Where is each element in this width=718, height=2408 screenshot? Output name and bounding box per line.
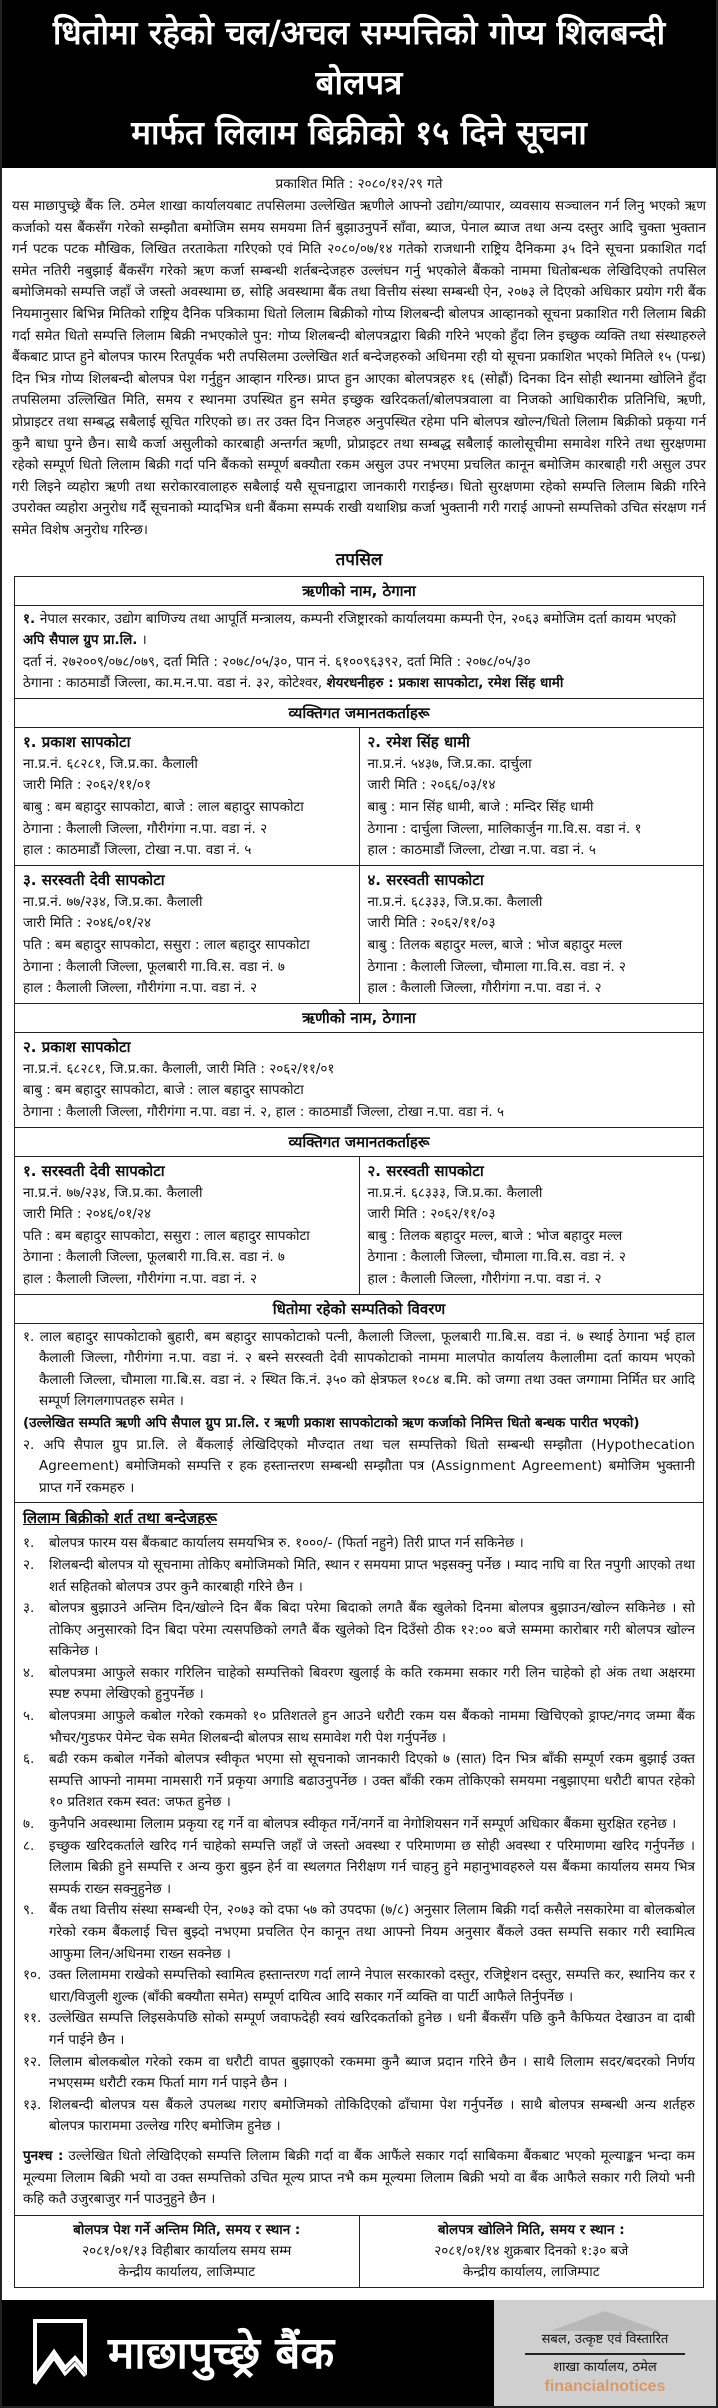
borrower-desc-end: ।: [137, 632, 147, 649]
guarantor-detail: ठेगाना : कैलाली जिल्ला, गौरीगंगा न.पा. वडा नं. २: [23, 820, 268, 837]
condition-item: [23, 1663, 695, 1706]
condition-item: [23, 1706, 695, 1749]
guarantor-detail: जारी मिति : २०६२/११/०३: [367, 915, 496, 932]
condition-text: बोलपत्रमा आफुले कबोल गरेको रकमको १० प्रतिशतले हुन आउने धरौटी रकम यस बैंकको नाममा खिचिएको ड्राफ्ट/नगद जम्मा बैंक भौचर/गुडफर पेमेन्ट चेक समेत शिलबन्दी बोलपत्र साथ समावेश गरी पेश गर्नुपर्नेछ ।: [49, 1708, 695, 1746]
guarantor-detail: जारी मिति : २०६२/११/०३: [367, 1206, 496, 1223]
guarantor-row: [15, 866, 703, 1004]
guarantors-group-1: [15, 728, 703, 1004]
borrower-heading-2: ऋणीको नाम, ठेगाना: [15, 1004, 703, 1033]
guarantor-card: [360, 866, 704, 1003]
condition-number: १३.: [23, 2096, 42, 2113]
guarantor-detail: हाल : काठमाडौं जिल्ला, टोखा न.पा. वडा नं. ५: [23, 842, 252, 859]
condition-text: बोलपत्र बुझाउने अन्तिम दिन/खोल्ने दिन बैंक बिदा परेमा बिदाको लगतै बैंक खुलेको दिनमा बोलपत्र बुझाउन/खोल्न सकिनेछ । सो तोकिए अनुसारको दिन बिदा परेमा त्यसपछिको लगतै बैंक खुलेको दिन दिउँसो ठीक १२:०० बजे सम्ममा कारोबार गरी बोलपत्र खोल्न सकिनेछ ।: [49, 1600, 695, 1660]
condition-number: ५.: [23, 1708, 35, 1725]
divider: [525, 2353, 685, 2355]
condition-item: [23, 1965, 695, 2008]
guarantor-detail: जारी मिति : २०६२/११/०१: [23, 777, 151, 794]
condition-number: ११.: [23, 2010, 42, 2027]
guarantor-detail: ठेगाना : कैलाली जिल्ला, चौमाला गा.वि.स. वडा नं. २: [367, 958, 626, 975]
conditions-list: [15, 1533, 703, 2142]
schedule-heading: तपसिल: [335, 549, 383, 570]
borrower-1: [15, 606, 703, 699]
condition-item: [23, 1598, 695, 1663]
bank-tagline: सबल, उत्कृष्ट एवं विस्तारित: [541, 2331, 669, 2347]
condition-text: बढी रकम कबोल गर्नेको बोलपत्र स्वीकृत भएमा सो सूचनाको जानकारी दिएको ७ (सात) दिन भित्र बाँकी सम्पूर्ण रकम बुझाई उक्त सम्पत्ति आफ्नो नाममा नामसारी गर्ने प्रकृया अगाडि बढाउनुपर्नेछ । उक्त बाँकी रकम तोकिएको समयमा नबुझाएमा धरौटी बापत रहेको १० प्रतिशत रकम स्वत: जफत हुनेछ ।: [49, 1751, 695, 1811]
notice-title: [2, 0, 716, 168]
postscript-label: पुनश्च :: [23, 2147, 64, 2164]
condition-text: शिलबन्दी बोलपत्र यस बैंकले उपलब्ध गराए बमोजिमको तोकिदिएको ढाँचामा पेश गर्नुपर्नेछ । साथै बोलपत्र सम्बन्धी अन्य शर्तहरु बोलपत्र फाराममा उल्लेख गरिए बमोजिम हुनेछ ।: [49, 2096, 695, 2135]
condition-text: इच्छुक खरिदकर्ताले खरिद गर्न चाहेको सम्पत्ति जहाँ जे जस्तो अवस्था र परिमाणमा छ सोही अवस्था र परिमाणमा खरिद गर्नुपर्नेछ । लिलाम बिक्री हुने सम्पत्ति र अन्य कुरा बुझ्न हेर्न वा स्थलगत निरीक्षण गर्न चाहनु हुने महानुभावहरुले यस बैंकमा कार्यालय समय भित्र सम्पर्क राख्न सक्नुहुनेछ ।: [49, 1837, 695, 1897]
opening-title: बोलपत्र खोलिने मिति, समय र स्थान :: [437, 2221, 625, 2238]
published-date: प्रकाशित मिति : २०८०/१२/२९ गते: [275, 176, 443, 192]
guarantor-detail: हाल : कैलाली जिल्ला, गौरीगंगा न.पा. वडा नं. २: [23, 980, 257, 997]
property-item-1: १. लाल बहादुर सापकोटाको बुहारी, बम बहादुर सापकोटाको पत्नी, कैलाली जिल्ला, फूलबारी गा.बि.स. वडा नं. ७ स्थाई ठेगाना भई हाल कैलाली जिल्ला, गौरीगंगा न.पा. वडा नं. २ बस्ने सरस्वती देवी सापकोटाको नाममा मालपोत कार्यालय कैलालीमा दर्ता कायम भएको कैलाली जिल्ला, चौमाला गा.बि.स. वडा नं. २ स्थित कि.नं. ३५० को क्षेत्रफल १०८४ ब.मि. को जग्गा तथा उक्त जग्गामा निर्मित घर आदि सम्पूर्ण लिगलगापतहरु समेत ।: [23, 1328, 695, 1410]
guarantor-name: ४. सरस्वती सापकोटा: [367, 870, 484, 889]
condition-number: ८.: [23, 1837, 35, 1854]
guarantor-card: [360, 728, 704, 865]
condition-item: [23, 1900, 695, 1965]
submission-when: २०८१/०१/१३ विहीबार कार्यालय समय सम्म: [82, 2242, 292, 2259]
condition-number: ४.: [23, 1664, 35, 1681]
guarantor-detail: हाल : कैलाली जिल्ला, गौरीगंगा न.पा. वडा नं. २: [23, 1270, 257, 1287]
condition-text: बोलपत्र फारम यस बैंकबाट कार्यालय समयभित्र रु. १०००/- (फिर्ता नहुने) तिरी प्राप्त गर्न सकिनेछ ।: [49, 1535, 524, 1552]
guarantors-group-2: [15, 1157, 703, 1295]
guarantor-detail: पति : बम बहादुर सापकोटा, ससुरा : लाल बहादुर सापकोटा: [23, 937, 310, 954]
title-line-2: मार्फत लिलाम बिक्रीको १५ दिने सूचना: [131, 113, 587, 152]
guarantor-detail: बाबु : तिलक बहादुर मल्ल, बाजे : भोज बहादुर मल्ल: [367, 1227, 623, 1244]
condition-number: १२.: [23, 2053, 42, 2070]
guarantor-detail: बाबु : तिलक बहादुर मल्ल, बाजे : भोज बहादुर मल्ल: [367, 937, 623, 954]
postscript-text: उल्लेखित धितो लेखिदिएको सम्पत्ति लिलाम बिक्री गर्दा वा बैंक आफैंले सकार गर्दा साबिकमा बैंकबाट भएको मूल्याङ्कन भन्दा कम मूल्यमा लिलाम बिक्री भयो वा उक्त सम्पत्तिको उचित मूल्य प्राप्त नभै कम मूल्यमा लिलाम बिक्री भयो वा बैंक आफैले सकार गरी लियो भनी कहि कतै उजुरबाजुर गर्न पाउनुहुने छैन ।: [23, 2147, 696, 2208]
branch-info: [494, 2300, 716, 2406]
condition-number: २.: [23, 1556, 35, 1573]
guarantor-detail: ना.प्र.नं. ६८२८१, जि.प्र.का. कैलाली: [23, 755, 198, 772]
intro-paragraph: यस माछापुच्छ्रे बैंक लि. ठमेल शाखा कार्यालयबाट तपसिलमा उल्लेखित ऋणीले आफ्नो उद्योग/व्यापार, व्यवसाय सञ्चालन गर्न लिनु भएको ऋण कर्जाको यस बैंकसँग गरेको सम्झौता बमोजिम समय समयमा तिर्न बुझाउनुपर्ने साँवा, ब्याज, पेनाल ब्याज तथा अन्य दस्तुर आदि चुक्ता भुक्तान गर्न पटक पटक मौखिक, लिखित तरताकेता गरिएको एवं मिति २०८०/०७/१४ गतेको राजधानी राष्ट्रिय दैनिकमा ३५ दिने सूचना प्रकाशित गर्दा समेत नतिरी नबुझाई बैंकसँग गरेको ऋण कर्जा सम्बन्धी शर्तबन्देजहरु उल्लंघन गर्नु भएकोले बैंकको नाममा धितोबन्धक लेखिदिएको तपसिल बमोजिमको सम्पत्ति जहाँ जे जस्तो अवस्थामा छ, सोहि अवस्थामा बैंक तथा वित्तीय संस्था सम्बन्धी ऐन, २०७३ ले दिएको अधिकार प्रयोग गरी बैंक नियमानुसार बिभिन्न मितिको राष्ट्रिय दैनिक पत्रिकामा धितो लिलाम बिक्रीको गोप्य शिलबन्दी बोलपत्र आव्हानको सूचना प्रकाशित गरी लिलाम बिक्री गर्दा समेत धितो सम्पत्ति लिलाम बिक्री नभएकोले पुन: गोप्य शिलबन्दी बोलपत्रद्वारा बिक्री गरिने भएको हुँदा लिन इच्छुक व्यक्ति तथा संस्थाहरुले बैंकबाट प्राप्त हुने बोलपत्र फारम रितपूर्वक भरी तपसिलमा उल्लेखित शर्त बन्देजहरुको अधिनमा रही यो सूचना प्रकाशित भएको मितिले १५ (पन्ध्र) दिन भित्र गोप्य शिलबन्दी बोलपत्र पेश गर्नुहुन आव्हान गरिन्छ। प्राप्त हुन आएका बोलपत्रहरु १६ (सोह्रौं) दिनका दिन सोही स्थानमा खोलिने हुँदा तपसिलमा उल्लिखित मिति, समय र स्थानमा उपस्थित हुन समेत इच्छुक खरिदकर्ता/बोलपत्रवाला वा निजको आधिकारीक प्रतिनिधि, ऋणी, प्रोप्राइटर तथा सम्बद्ध सबैलाई सूचित गरिएको छ। तर उक्त दिन निजहरु अनुपस्थित रहेमा पनि बोलपत्र खोल्न/धितो लिलाम बिक्रीको प्रकृया गर्न कुनै बाधा पुग्ने छैन। साथै कर्जा असुलीको कारबाही अन्तर्गत ऋणी, प्रोप्राइटर तथा सम्बद्ध सबैलाई कालोसूचीमा समावेश गरिने तथा सुरक्षणमा रहेको सम्पूर्ण धितो लिलाम बिक्री गर्दा पनि बैंकको सम्पूर्ण बक्यौता रकम असुल उपर नभएमा प्रचलित कानून बमोजिम कारबाही गरी असुल उपर गरी लिइने व्यहोरा ऋणी तथा सरोकारवालाहरु सबैलाई यसै सूचनाद्वारा जानकारी गराईन्छ। धितो सुरक्षणमा रहेको सम्पत्ति लिलाम बिक्री गरिने उपरोक्त व्यहोरा अनुरोध गर्दै सूचनाको म्यादभित्र धनी बैंकमा सम्पर्क राखी यथाशिघ्र कर्जा भुक्तानी गरी गराई आफ्नो सम्पत्तिको उचित संरक्षण गर्न समेत विशेष अनुरोध गरिन्छ।: [12, 198, 706, 538]
opening-when: २०८१/०१/१४ शुक्रबार दिनको १:३० बजे: [434, 2242, 629, 2259]
guarantor-name: १. प्रकाश सापकोटा: [23, 732, 131, 751]
property-heading: धितोमा रहेको सम्पतिको विवरण: [15, 1295, 703, 1324]
property-note: (उल्लेखित सम्पति ऋणी अपि सैपाल ग्रुप प्रा.लि. र ऋणी प्रकाश सापकोटाको ऋण कर्जाको निमित्त धितो बन्धक पारीत भएको): [23, 1414, 640, 1431]
guarantor-detail: ठेगाना : कैलाली जिल्ला, फूलबारी गा.वि.स. वडा नं. ७: [23, 1249, 285, 1266]
condition-number: ६.: [23, 1751, 35, 1768]
condition-text: लिलाम बोलकबोल गरेको रकम वा धरौटी वापत बुझाएको रकममा कुनै ब्याज प्रदान गरिने छैन । साथै लिलाम सदर/बदरको निर्णय नभएसम्म धरौटी रकम फिर्ता माग गर्न पाइने छैन ।: [49, 2053, 695, 2092]
condition-number: ३.: [23, 1600, 35, 1617]
borrower-desc: नेपाल सरकार, उद्योग बाणिज्य तथा आपूर्ति मन्त्रालय, कम्पनी रजिष्ट्रारको कार्यालयमा कम्पनी ऐन, २०६३ बमोजिम दर्ता कायम भएको: [39, 610, 677, 627]
guarantor-detail: ठेगाना : कैलाली जिल्ला, चौमाला गा.वि.स. वडा नं. २: [367, 1249, 626, 1266]
condition-text: बोलपत्रमा आफुले सकार गरिलिन चाहेको सम्पत्तिको बिवरण खुलाई के कति रकममा सकार गरी लिन चाहेको हो अंक तथा अक्षरमा स्पष्ट रुपमा लेखिएको हुनुपर्नेछ ।: [49, 1664, 695, 1703]
borrower-2-line: ना.प्र.नं. ६८२८१, जि.प्र.का. कैलाली, जारी मिति : २०६२/११/०१: [23, 1060, 335, 1077]
guarantor-row: [15, 1157, 703, 1295]
guarantor-card: [360, 1157, 704, 1294]
condition-number: ९.: [23, 1902, 35, 1919]
title-line-1: धितोमा रहेको चल/अचल सम्पत्तिको गोप्य शिलबन्दी बोलपत्र: [52, 13, 666, 102]
condition-text: उल्लेखित सम्पत्ति लिइसकेपछि सोको सम्पूर्ण जवाफदेही स्वयं खरिदकर्ताको हुनेछ । धनी बैंकसँग पछि कुनै कैफियत देखाउन वा दाबी गर्न पाईने छैन ।: [49, 2010, 695, 2048]
details-table: [14, 576, 704, 1504]
guarantor-detail: ना.प्र.नं. ७७/२३४, जि.प्र.का. कैलाली: [23, 1184, 203, 1201]
guarantor-detail: पति : बम बहादुर सापकोटा, ससुरा : लाल बहादुर सापकोटा: [23, 1227, 310, 1244]
guarantor-heading-2: व्यक्तिगत जमानतकर्ताहरू: [15, 1128, 703, 1157]
guarantor-detail: हाल : कैलाली जिल्ला, गौरीगंगा न.पा. वडा नं. २: [367, 1270, 602, 1287]
borrower-registration: दर्ता नं. २७२००९/०७८/०७९, दर्ता मिति : २०७८/०५/३०, पान नं. ६१००९६३९२, दर्ता मिति : २०७८/०५/३०: [23, 653, 531, 670]
guarantor-detail: ना.प्र.नं. ६८३३३, जि.प्र.का. कैलाली: [367, 893, 543, 910]
guarantor-detail: हाल : कैलाली जिल्ला, गौरीगंगा न.पा. वडा नं. २: [367, 980, 602, 997]
guarantor-detail: ठेगाना : कैलाली जिल्ला, फूलबारी गा.वि.स. वडा नं. ७: [23, 958, 285, 975]
conditions-heading: लिलाम बिक्रीको शर्त तथा बन्देजहरू: [23, 1509, 217, 1528]
postscript: [15, 2142, 703, 2215]
borrower-heading: ऋणीको नाम, ठेगाना: [15, 577, 703, 606]
mountain-logo-icon: [32, 2318, 88, 2390]
bank-name: माछापुच्छ्रे बैंक: [108, 2327, 335, 2379]
guarantor-detail: जारी मिति : २०४६/०१/२४: [23, 915, 151, 932]
borrower-address: ठेगाना : काठमाडौं जिल्ला, का.म.न.पा. वडा नं. ३२, कोटेश्वर,: [23, 675, 327, 692]
borrower-2-line: ठेगाना : कैलाली जिल्ला, गौरीगंगा न.पा. वडा नं. २, हाल : काठमाडौं जिल्ला, टोखा न.पा. वडा नं. ५: [23, 1104, 505, 1120]
mountain-graphic-icon: [550, 2309, 660, 2331]
borrower-2-line: बाबु : बम बहादुर सापकोटा, बाजे : लाल बहादुर सापकोटा: [23, 1082, 304, 1099]
condition-item: [23, 2008, 695, 2051]
borrower-name: अपि सैपाल ग्रुप प्रा.लि.: [23, 632, 138, 649]
guarantor-heading: व्यक्तिगत जमानतकर्ताहरू: [15, 699, 703, 728]
conditions-box: [14, 1503, 704, 2287]
bid-schedule: [15, 2215, 703, 2287]
branch-name: शाखा कार्यालय, ठमेल: [553, 2359, 657, 2375]
condition-text: उक्त लिलाममा राखेको सम्पत्तिको स्वामित्व हस्तान्तरण गर्दा लाग्ने नेपाल सरकारको दस्तुर, रजिष्ट्रेशन दस्तुर, सम्पत्ति कर, स्थानिय कर र धारा/विजुली शुल्क (बाँकी बक्यौता समेत) सम्पूर्ण दायित्व आदि सकार गर्ने व्यक्ति वा पार्टी आफैले तिर्नुपर्नेछ ।: [49, 1967, 695, 2005]
borrower-2-name: २. प्रकाश सापकोटा: [23, 1037, 131, 1056]
property-details: [15, 1324, 703, 1503]
condition-item: [23, 1533, 695, 1555]
guarantor-name: १. सरस्वती देवी सापकोटा: [23, 1161, 165, 1180]
condition-number: १.: [23, 1535, 35, 1552]
guarantor-detail: ना.प्र.नं. ७७/२३४, जि.प्र.का. कैलाली: [23, 893, 203, 910]
guarantor-detail: बाबु : बम बहादुर सापकोटा, बाजे : लाल बहादुर सापकोटा: [23, 799, 304, 816]
condition-item: [23, 2052, 695, 2095]
condition-item: [23, 2095, 695, 2138]
guarantor-card: [15, 728, 360, 865]
condition-text: बैंक तथा वित्तीय संस्था सम्बन्धी ऐन, २०७३ को दफा ५७ को उपदफा (७/८) अनुसार लिलाम बिक्री गर्दा कसैले नसकारेमा वा बोलकबोल गरेको रकम बैंकलाई चित्त बुझ्दो नभएमा प्रचलित ऐन कानून तथा आफ्नो नियम अनुसार बैंकले उक्त सम्पत्ति सकार गरी स्वामित्व आफुमा लिन/अधिनमा राख्न सक्नेछ ।: [49, 1902, 695, 1962]
submission-where: केन्द्रीय कार्यालय, लाजिम्पाट: [118, 2263, 256, 2280]
guarantor-detail: जारी मिति : २०६६/०३/१४: [367, 777, 496, 794]
bank-footer: [2, 2300, 716, 2406]
guarantor-name: २. सरस्वती सापकोटा: [367, 1161, 484, 1180]
guarantor-detail: बाबु : मान सिंह धामी, बाजे : मन्दिर सिंह धामी: [367, 799, 594, 816]
guarantor-row: [15, 728, 703, 866]
condition-text: कुनैपनि अवस्थामा लिलाम प्रकृया रद्द गर्ने वा बोलपत्र स्वीकृत गर्ने/नगर्ने वा नेगोशियसन गर्ने सम्पूर्ण अधिकार बैंकमा सुरक्षित रहनेछ ।: [49, 1816, 677, 1833]
condition-item: [23, 1814, 695, 1836]
condition-number: १०.: [23, 1967, 42, 1984]
property-item-2: २. अपि सैपाल ग्रुप प्रा.लि. ले बैंकलाई लेखिदिएको मौज्दात तथा चल सम्पत्तिको धितो सम्बन्धी सम्झौता (Hypothecation Agreement) बमोजिमको सम्पत्ति र हक हस्तान्तरण सम्बन्धी सम्झौता पत्र (Assignment Agreement) बमोजिम भुक्तानी प्राप्त गर्ने रकमहरु ।: [23, 1436, 695, 1496]
submission-title: बोलपत्र पेश गर्ने अन्तिम मिति, समय र स्थान :: [73, 2221, 301, 2238]
borrower-number: १.: [23, 610, 40, 627]
brand-row: [32, 2318, 494, 2390]
condition-item: [23, 1555, 695, 1598]
guarantor-detail: ठेगाना : दार्चुला जिल्ला, मालिकार्जुन गा.वि.स. वडा नं. १: [367, 820, 642, 837]
bank-logo: [2, 2300, 494, 2406]
condition-item: [23, 1836, 695, 1901]
spacer: [2, 2288, 716, 2294]
opening-where: केन्द्रीय कार्यालय, लाजिम्पाट: [462, 2263, 600, 2280]
guarantor-detail: ना.प्र.नं. ५४३७, जि.प्र.का. दार्चुला: [367, 755, 532, 772]
condition-number: ७.: [23, 1816, 35, 1833]
guarantor-card: [15, 1157, 360, 1294]
guarantor-detail: जारी मिति : २०४६/०१/२४: [23, 1206, 151, 1223]
watermark: financialnotices: [544, 2377, 666, 2395]
guarantor-detail: हाल : काठमाडौं जिल्ला, टोखा न.पा. वडा नं. ५: [367, 842, 596, 859]
guarantor-name: २. रमेश सिंह धामी: [367, 732, 470, 751]
borrower-2: [15, 1033, 703, 1128]
condition-text: शिलबन्दी बोलपत्र यो सूचनामा तोकिए बमोजिमको मिति, स्थान र समयमा प्राप्त भइसक्नु पर्नेछ । म्याद नाघि वा रित नपुगी आएको तथा शर्त सहितको बोलपत्र उपर कुनै कारबाही गरिने छैन ।: [49, 1556, 695, 1595]
guarantor-detail: ना.प्र.नं. ६८३३३, जि.प्र.का. कैलाली: [367, 1184, 543, 1201]
submission-info: [15, 2216, 360, 2287]
guarantor-card: [15, 866, 360, 1003]
guarantor-name: ३. सरस्वती देवी सापकोटा: [23, 870, 165, 889]
opening-info: [360, 2216, 704, 2287]
borrower-shareholders: शेयरधनीहरु : प्रकाश सापकोटा, रमेश सिंह धामी: [326, 675, 564, 692]
condition-item: [23, 1749, 695, 1814]
